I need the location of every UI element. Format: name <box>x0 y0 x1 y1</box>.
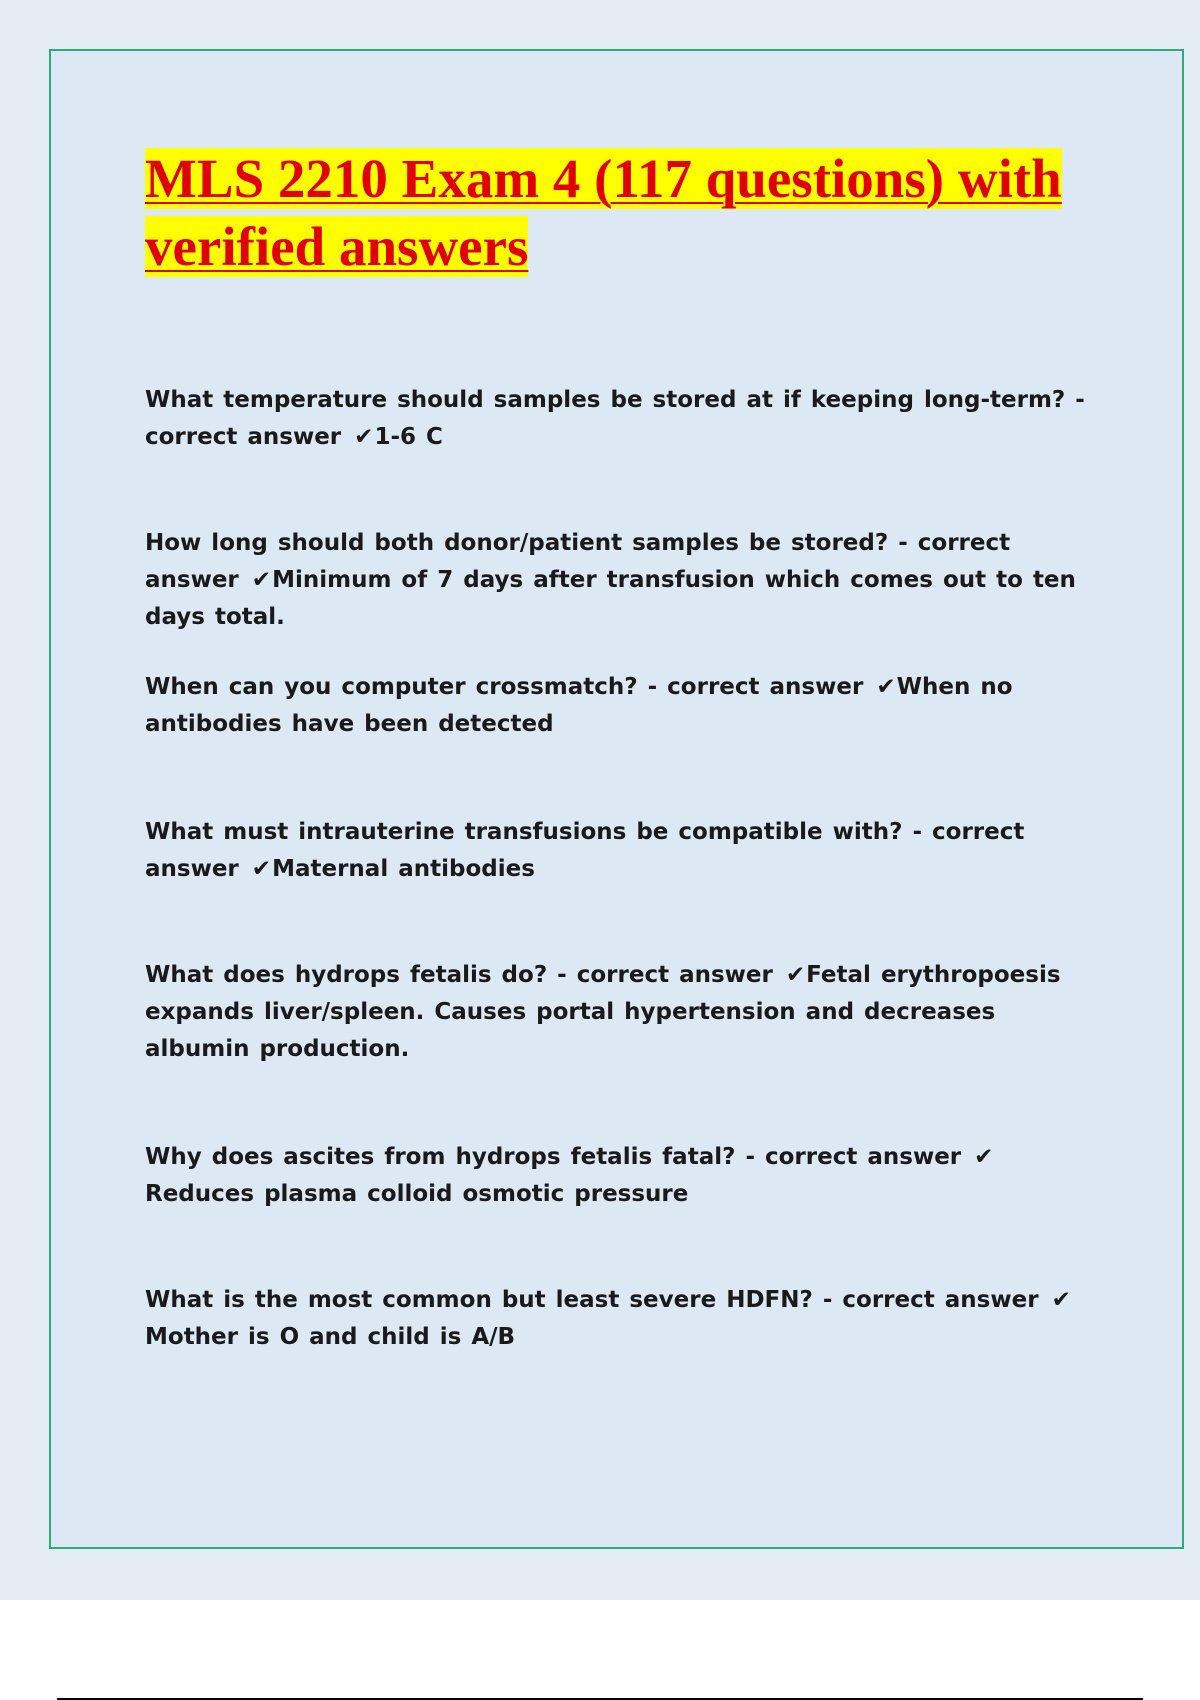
qa-item-6 <box>145 1139 1095 1213</box>
check-icon: ✔ <box>251 856 272 882</box>
separator: - <box>735 1144 765 1170</box>
answer-text: Minimum of 7 days after transfusion which comes out to ten days total. <box>145 567 1076 630</box>
question-text: How long should both donor/patient samples be stored? <box>145 530 889 556</box>
answer-label: correct answer <box>576 962 773 988</box>
qa-item-1 <box>145 382 1095 456</box>
question-text: When can you computer crossmatch? <box>145 674 638 700</box>
separator: - <box>547 962 577 988</box>
question-text: What must intrauterine transfusions be compatible with? <box>145 819 903 845</box>
question-text: What temperature should samples be stored at if keeping long-term? <box>145 387 1066 413</box>
separator: - <box>812 1287 843 1313</box>
answer-label: correct answer <box>145 530 1011 593</box>
answer-label: correct answer <box>842 1287 1039 1313</box>
answer-label: correct answer <box>765 1144 962 1170</box>
check-icon: ✔ <box>1051 1287 1071 1313</box>
answer-label: correct answer <box>145 819 1025 882</box>
answer-text: When no antibodies have been detected <box>145 674 1013 737</box>
answer-label: correct answer <box>145 424 342 450</box>
answer-text: Reduces plasma colloid osmotic pressure <box>145 1181 689 1207</box>
check-icon: ✔ <box>785 962 806 988</box>
answer-label: correct answer <box>667 674 864 700</box>
separator: - <box>1065 387 1085 413</box>
check-icon: ✔ <box>354 424 374 450</box>
question-text: What does hydrops fetalis do? <box>145 962 548 988</box>
qa-item-7 <box>145 1282 1095 1356</box>
qa-item-5 <box>145 957 1095 1068</box>
question-text: What is the most common but least severe HDFN? <box>145 1287 813 1313</box>
check-icon: ✔ <box>876 674 896 700</box>
answer-text: Mother is O and child is A/B <box>145 1324 516 1350</box>
answer-text: 1-6 C <box>374 424 443 450</box>
qa-item-2 <box>145 525 1095 636</box>
separator: - <box>902 819 933 845</box>
answer-text: Maternal antibodies <box>272 856 535 882</box>
document-title-text: MLS 2210 Exam 4 (117 questions) with verified answers <box>145 148 1062 277</box>
check-icon: ✔ <box>974 1144 994 1170</box>
answer-text: Fetal erythropoesis expands liver/spleen. Causes portal hypertension and decreases albumin production. <box>145 962 1061 1062</box>
question-text: Why does ascites from hydrops fetalis fatal? <box>145 1144 736 1170</box>
check-icon: ✔ <box>251 567 272 593</box>
qa-item-4 <box>145 814 1095 888</box>
qa-item-3 <box>145 669 1095 743</box>
separator: - <box>637 674 668 700</box>
document-title <box>145 145 1095 281</box>
separator: - <box>888 530 918 556</box>
